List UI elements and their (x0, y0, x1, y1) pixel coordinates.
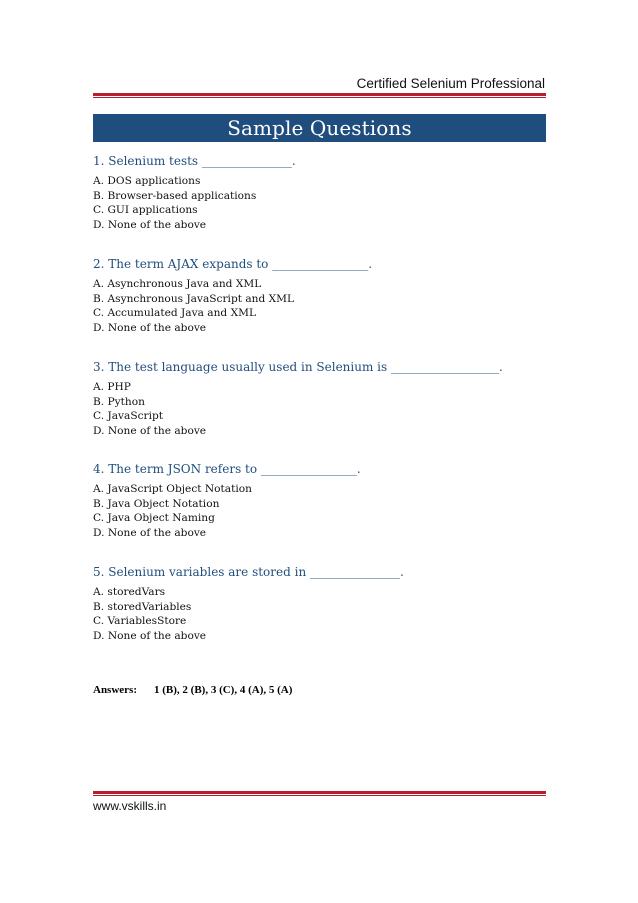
option-b: B. Python (93, 395, 145, 408)
sample-questions-banner (93, 114, 546, 142)
option-a: A. PHP (93, 381, 131, 393)
question-1 (93, 154, 553, 232)
question-title: 4. The term JSON refers to ________________. (93, 462, 361, 476)
answers-value: 1 (B), 2 (B), 3 (C), 4 (A), 5 (A) (154, 684, 293, 696)
option-c: C. JavaScript (93, 410, 164, 422)
option-a: A. JavaScript Object Notation (93, 483, 252, 495)
header-rule-thick (93, 93, 546, 96)
footer-rule-thick (93, 791, 546, 794)
option-d: D. None of the above (93, 321, 207, 334)
question-title: 1. Selenium tests _______________. (93, 154, 296, 168)
footer-rule-thin (93, 795, 546, 796)
footer-url: www.vskills.in (93, 799, 167, 813)
question-5 (93, 565, 553, 643)
question-3 (93, 360, 553, 438)
footer-rule (93, 791, 546, 796)
header-rule-thin (93, 97, 546, 98)
question-title: 3. The test language usually used in Selenium is __________________. (93, 360, 503, 374)
question-title: 5. Selenium variables are stored in _______________. (93, 565, 404, 579)
answers-line (93, 684, 292, 696)
question-4 (93, 462, 553, 540)
option-c: C. GUI applications (93, 204, 198, 216)
option-a: A. Asynchronous Java and XML (93, 278, 262, 290)
banner-title: Sample Questions (227, 116, 412, 140)
header-rule (93, 93, 546, 98)
option-a: A. DOS applications (93, 175, 201, 187)
question-title: 2. The term AJAX expands to ________________. (93, 257, 373, 271)
option-b: B. storedVariables (93, 600, 192, 613)
question-2 (93, 257, 553, 335)
option-c: C. Accumulated Java and XML (93, 307, 256, 319)
option-d: D. None of the above (93, 526, 207, 539)
option-b: B. Java Object Notation (93, 497, 220, 510)
option-c: C. VariablesStore (93, 615, 187, 627)
option-a: A. storedVars (93, 586, 166, 598)
option-d: D. None of the above (93, 424, 207, 437)
header-title: Certified Selenium Professional (356, 76, 545, 91)
option-b: B. Asynchronous JavaScript and XML (93, 292, 295, 305)
option-c: C. Java Object Naming (93, 512, 215, 524)
option-b: B. Browser-based applications (93, 189, 257, 202)
option-d: D. None of the above (93, 218, 207, 231)
answers-label: Answers: (93, 684, 137, 696)
option-d: D. None of the above (93, 629, 207, 642)
